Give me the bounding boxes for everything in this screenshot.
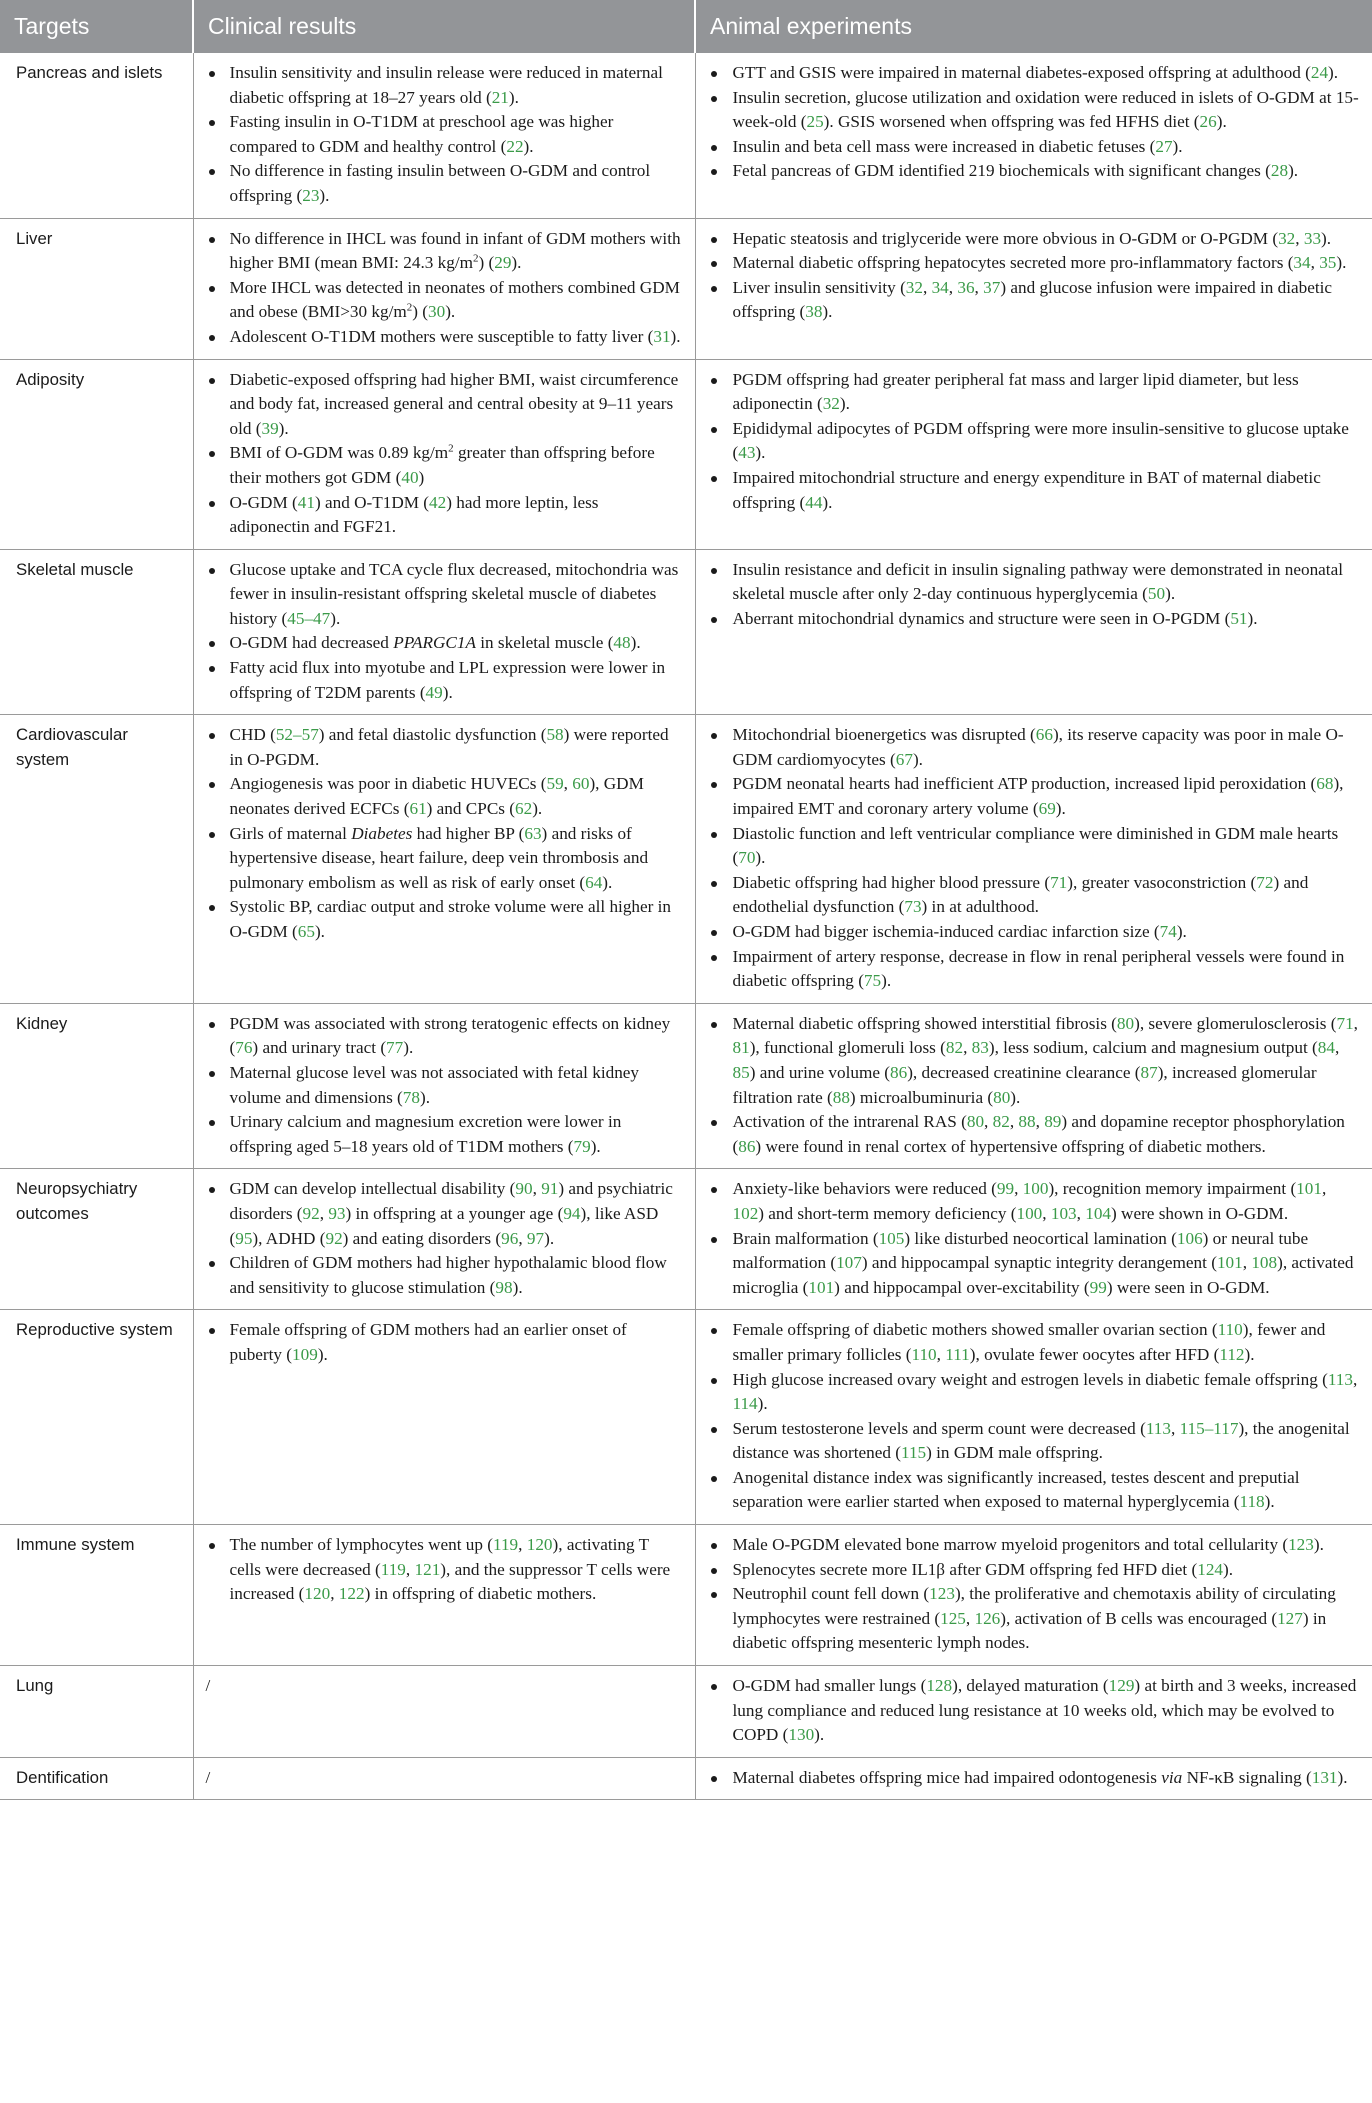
table-row [0, 1003, 1372, 1169]
citation-ref[interactable]: 22 [506, 136, 524, 156]
list-item: Male O-PGDM elevated bone marrow myeloid progenitors and total cellularity (123). [708, 1533, 1361, 1558]
table-header [0, 0, 1372, 53]
citation-ref[interactable]: 27 [1155, 136, 1173, 156]
list-item: GTT and GSIS were impaired in maternal diabetes-exposed offspring at adulthood (24). [708, 61, 1361, 86]
citation-ref[interactable]: 32 [822, 394, 840, 414]
citation-ref[interactable]: 89 [1044, 1112, 1062, 1132]
citation-ref[interactable]: 99 [996, 1179, 1015, 1199]
target-cell: Cardiovascular system [0, 715, 193, 1004]
citation-ref[interactable]: 96 [501, 1228, 519, 1248]
citation-ref[interactable]: 44 [805, 492, 823, 512]
citation-ref[interactable]: 67 [895, 749, 913, 769]
citation-ref[interactable]: 104 [1085, 1203, 1112, 1223]
list-item: Glucose uptake and TCA cycle flux decreased, mitochondria was fewer in insulin-resistant offspring skeletal muscle of diabetes history (45–47). [206, 558, 683, 632]
animal-experiments-cell [695, 1169, 1372, 1310]
list-item: Fasting insulin in O-T1DM at preschool age was higher compared to GDM and healthy control (22). [206, 110, 683, 159]
list-item: O-GDM had bigger ischemia-induced cardiac infarction size (74). [708, 920, 1361, 945]
list-item: O-GDM had smaller lungs (128), delayed maturation (129) at birth and 3 weeks, increased lung compliance and reduced lung resistance at 10 weeks old, which may be evolved to COPD (130). [708, 1674, 1361, 1748]
citation-ref[interactable]: 100 [1016, 1203, 1043, 1223]
clinical-results-cell-list [206, 368, 683, 540]
list-item: Maternal diabetic offspring hepatocytes secreted more pro-inflammatory factors (34, 35). [708, 251, 1361, 276]
citation-ref[interactable]: 97 [526, 1228, 545, 1248]
citation-ref[interactable]: 106 [1176, 1228, 1203, 1248]
citation-ref[interactable]: 92 [302, 1203, 320, 1223]
list-item: Impairment of artery response, decrease in flow in renal peripheral vessels were found in diabetic offspring (75). [708, 945, 1361, 994]
clinical-results-cell [193, 218, 695, 359]
list-item: No difference in IHCL was found in infant of GDM mothers with higher BMI (mean BMI: 24.3 $kg/m^2$) (29). [206, 227, 683, 276]
clinical-results-cell [193, 359, 695, 549]
empty-cell-mark: / [205, 1767, 211, 1787]
citation-ref[interactable]: 51 [1230, 608, 1248, 628]
list-item: Anxiety-like behaviors were reduced (99, 100), recognition memory impairment (101, 102) and short-term memory deficiency (100, 103, 104) were shown in O-GDM. [708, 1177, 1361, 1226]
citation-ref[interactable]: 61 [409, 799, 427, 819]
table-row [0, 359, 1372, 549]
target-cell: Dentification [0, 1757, 193, 1800]
clinical-results-cell [193, 549, 695, 715]
clinical-results-cell-list [206, 1012, 683, 1160]
animal-experiments-cell-list [708, 61, 1361, 184]
citation-ref[interactable]: 52–57 [275, 725, 319, 745]
citation-ref[interactable]: 86 [738, 1136, 756, 1156]
citation-ref[interactable]: 74 [1159, 922, 1177, 941]
list-item: Neutrophil count fell down (123), the proliferative and chemotaxis ability of circulating lymphocytes were restrained (125, 126), activation of B cells was encouraged (127) in diabetic offspring mesenteric lymph nodes. [708, 1582, 1361, 1656]
target-cell: Adiposity [0, 359, 193, 549]
table-row [0, 1310, 1372, 1525]
target-cell: Neuropsychiatry outcomes [0, 1169, 193, 1310]
citation-ref[interactable]: 129 [1108, 1676, 1135, 1696]
citation-ref[interactable]: 79 [573, 1136, 591, 1156]
table-row [0, 1169, 1372, 1310]
citation-ref[interactable]: 124 [1197, 1559, 1223, 1579]
list-item: Insulin resistance and deficit in insulin signaling pathway were demonstrated in neonatal skeletal muscle after only 2-day continuous hyperglycemia (50). [708, 558, 1361, 607]
citation-ref[interactable]: 87 [1140, 1062, 1158, 1082]
citation-ref[interactable]: 77 [386, 1038, 404, 1058]
table-row [0, 53, 1372, 218]
clinical-results-cell [193, 715, 695, 1004]
list-item: Aberrant mitochondrial dynamics and structure were seen in O-PGDM (51). [708, 607, 1361, 632]
list-item: Activation of the intrarenal RAS (80, 82, 88, 89) and dopamine receptor phosphorylation (86) were found in renal cortex of hypertensive offspring of diabetic mothers. [708, 1110, 1361, 1159]
list-item: More IHCL was detected in neonates of mothers combined GDM and obese (BMI>30 $kg/m^2$) (30). [206, 276, 683, 325]
clinical-results-cell [193, 1003, 695, 1169]
header-clinical-results: Clinical results [193, 0, 695, 53]
clinical-results-cell-list [206, 558, 683, 706]
list-item: Diabetic offspring had higher blood pressure (71), greater vasoconstriction (72) and endothelial dysfunction (73) in at adulthood. [708, 871, 1361, 920]
citation-ref[interactable]: 42 [429, 492, 447, 512]
list-item: PGDM was associated with strong teratogenic effects on kidney (76) and urinary tract (77). [206, 1012, 683, 1061]
citation-ref[interactable]: 30 [428, 302, 446, 322]
citation-ref[interactable]: 60 [572, 774, 590, 794]
list-item: Serum testosterone levels and sperm count were decreased (113, 115–117), the anogenital distance was shortened (115) in GDM male offspring. [708, 1417, 1361, 1466]
citation-ref[interactable]: 49 [425, 682, 443, 702]
citation-ref[interactable]: 26 [1199, 112, 1217, 132]
citation-ref[interactable]: 109 [292, 1344, 318, 1364]
list-item: Maternal diabetic offspring showed interstitial fibrosis (80), severe glomerulosclerosis (71, 81), functional glomeruli loss (82, 83), less sodium, calcium and magnesium output (84, 85) and urine volume (86), decreased creatinine clearance (87), increased glomerular filtration rate (88) microalbuminuria (80). [708, 1012, 1361, 1110]
citation-ref[interactable]: 94 [563, 1203, 581, 1223]
animal-experiments-cell [695, 1310, 1372, 1525]
list-item: Insulin and beta cell mass were increased in diabetic fetuses (27). [708, 135, 1361, 160]
list-item: Liver insulin sensitivity (32, 34, 36, 37) and glucose infusion were impaired in diabetic offspring (38). [708, 276, 1361, 325]
citation-ref[interactable]: 41 [297, 492, 315, 512]
citation-ref[interactable]: 127 [1277, 1608, 1303, 1628]
citation-ref[interactable]: 71 [1336, 1013, 1354, 1033]
citation-ref[interactable]: 101 [1216, 1253, 1243, 1273]
citation-ref[interactable]: 118 [1239, 1492, 1265, 1512]
table-row [0, 549, 1372, 715]
citation-ref[interactable]: 101 [1296, 1179, 1322, 1199]
list-item: Female offspring of diabetic mothers showed smaller ovarian section (110), fewer and smaller primary follicles (110, 111), ovulate fewer oocytes after HFD (112). [708, 1318, 1361, 1367]
citation-ref[interactable]: 102 [732, 1203, 759, 1223]
citation-ref[interactable]: 65 [297, 922, 315, 941]
citation-ref[interactable]: 126 [974, 1608, 1001, 1628]
clinical-results-cell-list [206, 1177, 683, 1300]
citation-ref[interactable]: 32 [905, 277, 923, 297]
list-item: Maternal glucose level was not associated with fetal kidney volume and dimensions (78). [206, 1061, 683, 1110]
animal-experiments-cell [695, 53, 1372, 218]
clinical-results-cell-list [206, 1533, 683, 1607]
citation-ref[interactable]: 105 [878, 1228, 905, 1248]
citation-ref[interactable]: 93 [328, 1203, 346, 1223]
list-item: Female offspring of GDM mothers had an earlier onset of puberty (109). [206, 1318, 683, 1367]
citation-ref[interactable]: 29 [494, 253, 512, 273]
citation-ref[interactable]: 108 [1251, 1253, 1278, 1273]
target-cell: Kidney [0, 1003, 193, 1169]
list-item: O-GDM (41) and O-T1DM (42) had more leptin, less adiponectin and FGF21. [206, 491, 683, 540]
list-item: Diastolic function and left ventricular compliance were diminished in GDM male hearts (70). [708, 822, 1361, 871]
citation-ref[interactable]: 80 [993, 1087, 1011, 1107]
citation-ref[interactable]: 80 [1116, 1013, 1135, 1033]
table-row [0, 1525, 1372, 1666]
animal-experiments-cell [695, 1525, 1372, 1666]
list-item: The number of lymphocytes went up (119, 120), activating T cells were decreased (119, 121), and the suppressor T cells were increased (120, 122) in offspring of diabetic mothers. [206, 1533, 683, 1607]
citation-ref[interactable]: 91 [541, 1179, 559, 1199]
animal-experiments-cell [695, 359, 1372, 549]
list-item: Splenocytes secrete more IL1β after GDM offspring fed HFD diet (124). [708, 1558, 1361, 1583]
citation-ref[interactable]: 25 [806, 112, 824, 132]
citation-ref[interactable]: 103 [1050, 1203, 1077, 1223]
clinical-results-cell [193, 1757, 695, 1800]
list-item: Fatty acid flux into myotube and LPL expression were lower in offspring of T2DM parents (49). [206, 656, 683, 705]
citation-ref[interactable]: 32 [1278, 228, 1296, 248]
citation-ref[interactable]: 68 [1316, 774, 1334, 794]
clinical-results-cell [193, 1169, 695, 1310]
citation-ref[interactable]: 34 [1293, 253, 1311, 273]
list-item: Mitochondrial bioenergetics was disrupted (66), its reserve capacity was poor in male O-GDM cardiomyocytes (67). [708, 723, 1361, 772]
citation-ref[interactable]: 39 [261, 418, 279, 438]
citation-ref[interactable]: 21 [491, 87, 509, 107]
list-item: Insulin secretion, glucose utilization and oxidation were reduced in islets of O-GDM at 15-week-old (25). GSIS worsened when offspring was fed HFHS diet (26). [708, 86, 1361, 135]
list-item: Maternal diabetes offspring mice had impaired odontogenesis via NF-κB signaling (131). [708, 1766, 1361, 1791]
animal-experiments-cell-list [708, 1674, 1361, 1748]
target-cell: Immune system [0, 1525, 193, 1666]
citation-ref[interactable]: 82 [992, 1112, 1010, 1132]
citation-ref[interactable]: 28 [1270, 161, 1289, 181]
list-item: Hepatic steatosis and triglyceride were more obvious in O-GDM or O-PGDM (32, 33). [708, 227, 1361, 252]
list-item: No difference in fasting insulin between O-GDM and control offspring (23). [206, 159, 683, 208]
animal-experiments-cell-list [708, 227, 1361, 325]
citation-ref[interactable]: 113 [1145, 1418, 1171, 1438]
list-item: Angiogenesis was poor in diabetic HUVECs (59, 60), GDM neonates derived ECFCs (61) and CPCs (62). [206, 772, 683, 821]
empty-cell-mark: / [205, 1676, 211, 1696]
list-item: O-GDM had decreased PPARGC1A in skeletal muscle (48). [206, 631, 683, 656]
list-item: Systolic BP, cardiac output and stroke volume were all higher in O-GDM (65). [206, 895, 683, 944]
citation-ref[interactable]: 84 [1317, 1038, 1335, 1058]
list-item: PGDM neonatal hearts had inefficient ATP production, increased lipid peroxidation (68), impaired EMT and coronary artery volume (69). [708, 772, 1361, 821]
citation-ref[interactable]: 85 [732, 1062, 750, 1082]
target-cell: Reproductive system [0, 1310, 193, 1525]
citation-ref[interactable]: 82 [945, 1038, 964, 1058]
citation-ref[interactable]: 62 [515, 799, 533, 819]
list-item: Brain malformation (105) like disturbed neocortical lamination (106) or neural tube malformation (107) and hippocampal synaptic integrity derangement (101, 108), activated microglia (101) and hippocampal over-excitability (99) were seen in O-GDM. [708, 1227, 1361, 1301]
list-item: Children of GDM mothers had higher hypothalamic blood flow and sensitivity to glucose stimulation (98). [206, 1251, 683, 1300]
list-item: Fetal pancreas of GDM identified 219 biochemicals with significant changes (28). [708, 159, 1361, 184]
animal-experiments-cell-list [708, 368, 1361, 516]
citation-ref[interactable]: 120 [304, 1584, 331, 1604]
animal-experiments-cell [695, 218, 1372, 359]
citation-ref[interactable]: 35 [1319, 253, 1337, 273]
animal-experiments-cell-list [708, 558, 1361, 632]
citation-ref[interactable]: 100 [1022, 1179, 1049, 1199]
clinical-results-cell [193, 53, 695, 218]
animal-experiments-cell-list [708, 1177, 1361, 1300]
citation-ref[interactable]: 72 [1256, 872, 1274, 892]
table-row [0, 218, 1372, 359]
citation-ref[interactable]: 88 [1018, 1112, 1036, 1132]
citation-ref[interactable]: 111 [945, 1344, 970, 1364]
clinical-results-cell-list [206, 61, 683, 209]
citation-ref[interactable]: 125 [940, 1608, 966, 1628]
citation-ref[interactable]: 24 [1310, 63, 1329, 82]
citation-ref[interactable]: 83 [971, 1038, 989, 1058]
list-item: PGDM offspring had greater peripheral fat mass and larger lipid diameter, but less adiponectin (32). [708, 368, 1361, 417]
list-item: Impaired mitochondrial structure and energy expenditure in BAT of maternal diabetic offspring (44). [708, 466, 1361, 515]
animal-experiments-cell-list [708, 1318, 1361, 1515]
list-item: BMI of O-GDM was 0.89 $kg/m^2$ greater than offspring before their mothers got GDM (40) [206, 441, 683, 490]
citation-ref[interactable]: 38 [805, 302, 823, 322]
citation-ref[interactable]: 99 [1089, 1277, 1107, 1297]
citation-ref[interactable]: 31 [653, 326, 671, 346]
citation-ref[interactable]: 130 [788, 1725, 815, 1745]
list-item: Urinary calcium and magnesium excretion were lower in offspring aged 5–18 years old of T1DM mothers (79). [206, 1110, 683, 1159]
target-cell: Liver [0, 218, 193, 359]
citation-ref[interactable]: 88 [832, 1087, 850, 1107]
list-item: High glucose increased ovary weight and estrogen levels in diabetic female offspring (113, 114). [708, 1368, 1361, 1417]
citation-ref[interactable]: 122 [338, 1584, 365, 1604]
citation-ref[interactable]: 114 [732, 1394, 758, 1414]
citation-ref[interactable]: 80 [966, 1112, 985, 1132]
clinical-results-cell [193, 1310, 695, 1525]
target-cell: Skeletal muscle [0, 549, 193, 715]
citation-ref[interactable]: 40 [401, 467, 419, 487]
animal-experiments-cell [695, 1757, 1372, 1800]
table-row [0, 1757, 1372, 1800]
citation-ref[interactable]: 81 [732, 1038, 750, 1058]
citation-ref[interactable]: 128 [926, 1676, 953, 1696]
citation-ref[interactable]: 37 [983, 277, 1001, 297]
table-row [0, 1666, 1372, 1758]
list-item: Diabetic-exposed offspring had higher BMI, waist circumference and body fat, increased general and central obesity at 9–11 years old (39). [206, 368, 683, 442]
citation-ref[interactable]: 120 [526, 1535, 553, 1555]
clinical-results-cell-list [206, 227, 683, 350]
citation-ref[interactable]: 63 [524, 823, 542, 843]
list-item: Insulin sensitivity and insulin release were reduced in maternal diabetic offspring at 18–27 years old (21). [206, 61, 683, 110]
citation-ref[interactable]: 43 [738, 443, 756, 463]
citation-ref[interactable]: 119 [380, 1559, 406, 1579]
list-item: Anogenital distance index was significantly increased, testes descent and preputial separation were earlier started when exposed to maternal hyperglycemia (118). [708, 1466, 1361, 1515]
citation-ref[interactable]: 123 [929, 1584, 955, 1604]
citation-ref[interactable]: 123 [1288, 1535, 1314, 1555]
list-item: Adolescent O-T1DM mothers were susceptible to fatty liver (31). [206, 325, 683, 350]
list-item: Girls of maternal Diabetes had higher BP (63) and risks of hypertensive disease, heart failure, deep vein thrombosis and pulmonary embolism as well as risk of early onset (64). [206, 822, 683, 896]
header-row [0, 0, 1372, 53]
citation-ref[interactable]: 115 [900, 1443, 927, 1463]
citation-ref[interactable]: 90 [515, 1179, 533, 1199]
citation-ref[interactable]: 33 [1303, 228, 1322, 248]
clinical-results-cell-list [206, 723, 683, 944]
clinical-results-cell [193, 1525, 695, 1666]
citation-ref[interactable]: 75 [863, 971, 882, 991]
citation-ref[interactable]: 95 [235, 1228, 253, 1248]
citation-ref[interactable]: 70 [738, 848, 756, 868]
citation-ref[interactable]: 73 [904, 897, 922, 917]
citation-ref[interactable]: 66 [1035, 725, 1053, 745]
citation-ref[interactable]: 34 [931, 277, 949, 297]
citation-ref[interactable]: 45–47 [287, 608, 331, 628]
citation-ref[interactable]: 113 [1327, 1369, 1353, 1389]
clinical-results-cell [193, 1666, 695, 1758]
animal-experiments-cell [695, 549, 1372, 715]
target-cell: Pancreas and islets [0, 53, 193, 218]
citation-ref[interactable]: 76 [235, 1038, 253, 1058]
citation-ref[interactable]: 48 [613, 633, 631, 653]
animal-experiments-cell-list [708, 1766, 1361, 1791]
list-item: CHD (52–57) and fetal diastolic dysfunction (58) were reported in O-PGDM. [206, 723, 683, 772]
citation-ref[interactable]: 59 [546, 774, 564, 794]
table-row [0, 715, 1372, 1004]
citation-ref[interactable]: 112 [1219, 1344, 1245, 1364]
clinical-results-cell-list [206, 1318, 683, 1367]
citation-ref[interactable]: 98 [495, 1277, 513, 1297]
citation-ref[interactable]: 121 [414, 1559, 441, 1579]
animal-experiments-cell [695, 1666, 1372, 1758]
citation-ref[interactable]: 110 [911, 1344, 937, 1364]
citation-ref[interactable]: 69 [1038, 799, 1056, 819]
animal-experiments-cell [695, 715, 1372, 1004]
header-animal-experiments: Animal experiments [695, 0, 1372, 53]
citation-ref[interactable]: 71 [1050, 872, 1068, 892]
citation-ref[interactable]: 36 [957, 277, 975, 297]
list-item: Epididymal adipocytes of PGDM offspring were more insulin-sensitive to glucose uptake (43). [708, 417, 1361, 466]
citation-ref[interactable]: 107 [836, 1253, 862, 1273]
animal-experiments-cell-list [708, 723, 1361, 994]
citation-ref[interactable]: 101 [808, 1277, 835, 1297]
citation-ref[interactable]: 92 [325, 1228, 343, 1248]
citation-ref[interactable]: 58 [546, 725, 564, 745]
header-targets: Targets [0, 0, 193, 53]
citation-ref[interactable]: 115–117 [1179, 1418, 1239, 1438]
animal-experiments-cell-list [708, 1012, 1361, 1160]
animal-experiments-cell [695, 1003, 1372, 1169]
animal-experiments-cell-list [708, 1533, 1361, 1656]
citation-ref[interactable]: 23 [302, 185, 320, 205]
citation-ref[interactable]: 110 [1217, 1320, 1243, 1340]
citation-ref[interactable]: 86 [890, 1062, 908, 1082]
citation-ref[interactable]: 64 [585, 872, 603, 892]
list-item: GDM can develop intellectual disability (90, 91) and psychiatric disorders (92, 93) in offspring at a younger age (94), like ASD (95), ADHD (92) and eating disorders (96, 97). [206, 1177, 683, 1251]
citation-ref[interactable]: 119 [492, 1535, 519, 1555]
citation-ref[interactable]: 50 [1147, 584, 1166, 604]
target-cell: Lung [0, 1666, 193, 1758]
table-body [0, 53, 1372, 1800]
citation-ref[interactable]: 78 [402, 1087, 420, 1107]
citation-ref[interactable]: 131 [1311, 1767, 1338, 1787]
